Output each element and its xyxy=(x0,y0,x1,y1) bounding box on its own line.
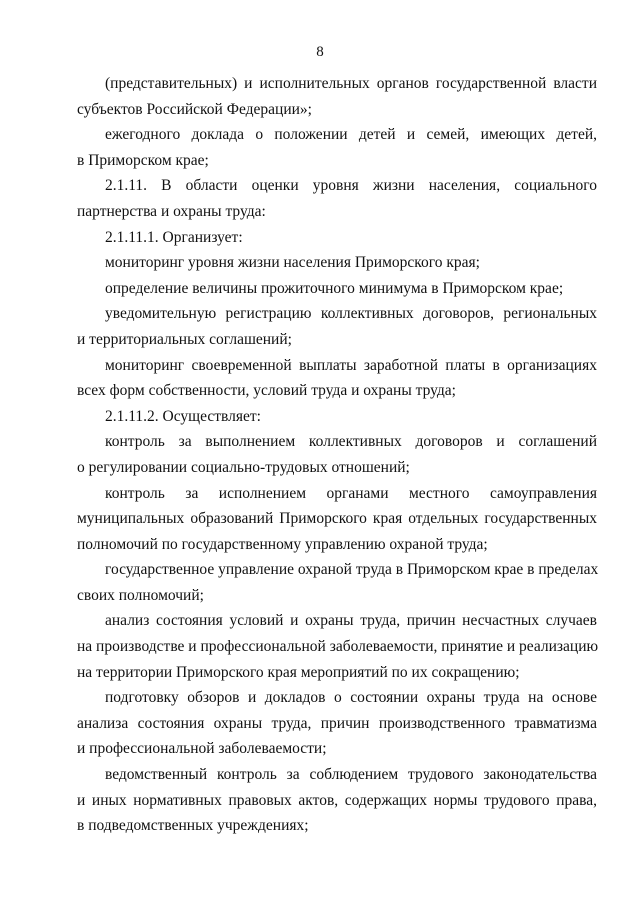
text-line: 2.1.11.2. Осуществляет: xyxy=(105,407,261,425)
text-line: в подведомственных учреждениях; xyxy=(77,817,309,835)
paragraph xyxy=(77,276,597,302)
paragraph xyxy=(77,301,597,352)
text-line: всех форм собственности, условий труда и охраны труда; xyxy=(77,382,456,400)
text-line: и территориальных соглашений; xyxy=(77,330,292,348)
paragraph xyxy=(77,557,597,608)
text-line: муниципальных образований Приморского края отдельных государственных xyxy=(77,510,597,528)
text-line: определение величины прожиточного минимума в Приморском крае; xyxy=(105,279,564,297)
text-line: полномочий по государственному управлению охраной труда; xyxy=(77,535,488,553)
text-line: о регулировании социально-трудовых отношений; xyxy=(77,458,410,476)
text-line: (представительных) и исполнительных органов государственной власти xyxy=(105,75,597,92)
text-line: ежегодного доклада о положении детей и семей, имеющих детей, xyxy=(105,126,597,144)
text-line: на территории Приморского края мероприятий по их сокращению; xyxy=(77,663,520,681)
paragraph xyxy=(77,608,597,685)
text-line: партнерства и охраны труда: xyxy=(77,202,266,220)
paragraph xyxy=(77,122,597,173)
text-line: анализа состояния охраны труда, причин производственного травматизма xyxy=(77,714,597,732)
text-line: в Приморском крае; xyxy=(77,151,209,169)
text-line: мониторинг уровня жизни населения Приморского края; xyxy=(105,254,480,272)
paragraph xyxy=(77,481,597,558)
text-line: анализ состояния условий и охраны труда, причин несчастных случаев xyxy=(105,612,597,630)
paragraph xyxy=(77,71,597,122)
paragraph xyxy=(77,353,597,404)
text-line: государственное управление охраной труда в Приморском крае в пределах xyxy=(105,561,599,579)
paragraph xyxy=(77,685,597,762)
text-line: субъектов Российской Федерации»; xyxy=(77,100,312,118)
text-line: своих полномочий; xyxy=(77,586,204,604)
paragraph xyxy=(77,173,597,224)
text-line: 2.1.11. В области оценки уровня жизни населения, социального xyxy=(105,177,597,195)
text-line: на производстве и профессиональной заболеваемости, принятие и реализацию xyxy=(77,638,599,656)
text-line: и профессиональной заболеваемости; xyxy=(77,740,327,758)
paragraph xyxy=(77,250,597,276)
text-line: и иных нормативных правовых актов, содержащих нормы трудового права, xyxy=(77,791,597,809)
paragraph xyxy=(77,429,597,480)
text-line: контроль за выполнением коллективных договоров и соглашений xyxy=(105,433,597,451)
text-line: подготовку обзоров и докладов о состоянии охраны труда на основе xyxy=(105,689,597,707)
text-line: мониторинг своевременной выплаты заработной платы в организациях xyxy=(105,356,597,374)
paragraph xyxy=(77,762,597,839)
text-line: ведомственный контроль за соблюдением трудового законодательства xyxy=(105,766,597,784)
document-body xyxy=(77,71,597,839)
text-line: уведомительную регистрацию коллективных договоров, региональных xyxy=(105,305,597,323)
paragraph xyxy=(77,225,597,251)
text-line: 2.1.11.1. Организует: xyxy=(105,228,243,246)
paragraph xyxy=(77,404,597,430)
text-line: контроль за исполнением органами местного самоуправления xyxy=(105,484,597,502)
page-number: 8 xyxy=(316,44,324,60)
